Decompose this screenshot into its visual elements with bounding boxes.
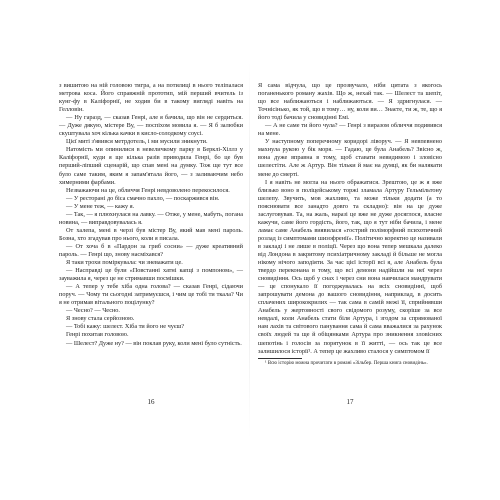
paragraph: — Тобі кажу: шелест. Хіба ти його не чуєш? [66, 323, 185, 331]
footnote-rule [258, 358, 302, 359]
page-number-left: 16 [147, 398, 155, 406]
paragraph: І я навіть не могла на нього ображатися. Зрештою, це ж я вже близько воно в поліцейському торжі зламала Артуру Гельмільтону шелепу. Звучить, мов жахливо, та може тільки додати (а то пояснювати все занадто довго та складно): він на це дуже заслуговував. Та, на жаль, наразі це вже не дуже досяглося, власне кажучи, саме його гордість, його, так, що я тут ніби бачила, і мене ламає саме Анабель виявилася «гострий поліморфний психотичний розлад із симптомами шизофренії». Політично коректно це називали в закладі і не лише в поліції. Через що вона тепер мешкала далеко від Лондона в закритому психіатричному закладі й більше не могла нікому нічого заподіяти. За час цієї історії всі я, але Анабель була твердо переконана в тому, що всі демони надійшли на неї через сновидіння. Ось щоб у снах і через сни вона навчилася мандрувати — це спонукало її погоджувалась на всіх сновидінні, щоб запрошувати демона до вашого сновидіння, наприклад, в досить сплачених ширококрилих — так сама в самій межі її, сприйнявши Анабель у жертовності свого свідомого розуму, скоріше за все невдалі, коли Анабель стати біля Артура, і згодом за спрямованої нам лахів та світового панування сама й сама вважалися за рахунок своїх людей та ще й обіцянками Артура про зникнення зловісних шепотінь і голосів за порятунок в її житті, — ось так це все залишилося історії¹. А тепер це жахливо сталося у симптомом її [258, 178, 442, 355]
left-page [59, 82, 243, 348]
paragraph: — Так, — я плюхнулася на лавку. — Отже, у мене, мабуть, погана новина, — виправдовувалась я. [59, 210, 243, 226]
paragraph: — Насправді це були «Повстанні хатні капці з помпоном», — зауважила я, через це не стримавши посмішки. [59, 267, 243, 283]
paragraph: Я таки трохи поміркувала: чи зневажати це. [66, 259, 183, 267]
paragraph: Незважаючи на це, обличчя Генрі невдоволено перекосилося. [66, 186, 230, 194]
paragraph: Я знову стала серйозною. [66, 315, 135, 323]
paragraph: з вишитою на ній головою тигра, а на потилиці в нього теліпалася метрова коса. Його справжній прототип, мій перший вчитель із кунг-фу в Каліфорнії, не ходив би в такому вигляді навіть на Гелловін. [59, 82, 243, 114]
paragraph: Генрі похитав головою. [66, 331, 129, 339]
paragraph: — От хоча б в «Пардон за гриб сосни» — дуже креативний пароль. — Генрі що, знову насміхався? [59, 242, 243, 258]
paragraph: — Ну гаразд, — сказав Генрі, але я бачила, що він не сердиться. — Дуже дякую, містере Ву, — поспіхом мовила я. — Я б залюбки скуштувала хоч кілька качки в кисло-солодкому соусі. [59, 114, 243, 138]
paragraph: — А не саме ти його чула? — Генрі з виразом обличчя подивився на мене. [258, 122, 442, 138]
right-page [258, 82, 442, 367]
footnote: ¹ Всю історію можна прочитати в романі «Зільбер. Перша книга сновидінь». [265, 360, 428, 366]
paragraph: — Чесно? — Чесно. [66, 307, 120, 315]
book-gutter [249, 60, 250, 440]
paragraph: У наступному поперечному коридорі ліворуч. — Я невпевнено махнула рукою у бік моря. — Гадаю, це була Анабель? Звісно ж, вона дуже вправна в тому, щоб ставати невидимою і зловісно шелестіти. Але ж Артур. Він тільки й має на думці, як би налякати мене до смерті. [258, 138, 442, 178]
paragraph: — Шелест? Дуже ну? — він поклав руку, коли мені було сутність. [66, 339, 242, 347]
paragraph: — А тепер у тебе хіба одна голова? — сказав Генрі, сідаючи поруч. — Чому ти сьогодні затримуєшся, і чим це тобі ти ткала? Чи я не отримав вітального поцілунку? [59, 283, 243, 307]
paragraph: Я сама відчула, що це прозвучало, ніби цитата з якогось поганенького роману жахів. Що ж, нехай так. — Шелест та шепіт, що все наближаються і наближаються. — Я здригнулася. — Точнісінько, як той, що в тому… ну, коли ви… Знаєте, ти ж, те, що я його тоді бачила у сновидінні Емі. [258, 82, 442, 122]
paragraph: От халепа, мені в черзі був містер Ву, який мав мені пароль. Бозна, хто згадував про нього, коли я писала. [59, 226, 243, 242]
page-number-right: 17 [346, 398, 354, 406]
paragraph: — У мене теж, — кажу я. [66, 202, 135, 210]
paragraph: Натомість ми опинилися в невеличкому парку в Берклі-Хіллз у Каліфорнії, куди я ще кілька разів приводила Генрі, бо це був перший-ліпший сценарій, що спав мені на думку. Тож ще тут все було саме таким, яким я запам'ятала його, — з заливаючим небо химерними фарбами. [59, 146, 243, 186]
paragraph: — У ресторані до біса смачно пахло, — поскаржився він. [66, 194, 220, 202]
paragraph: Цієї миті з'явився метрдотель, і ми мусили зникнути. [66, 138, 208, 146]
